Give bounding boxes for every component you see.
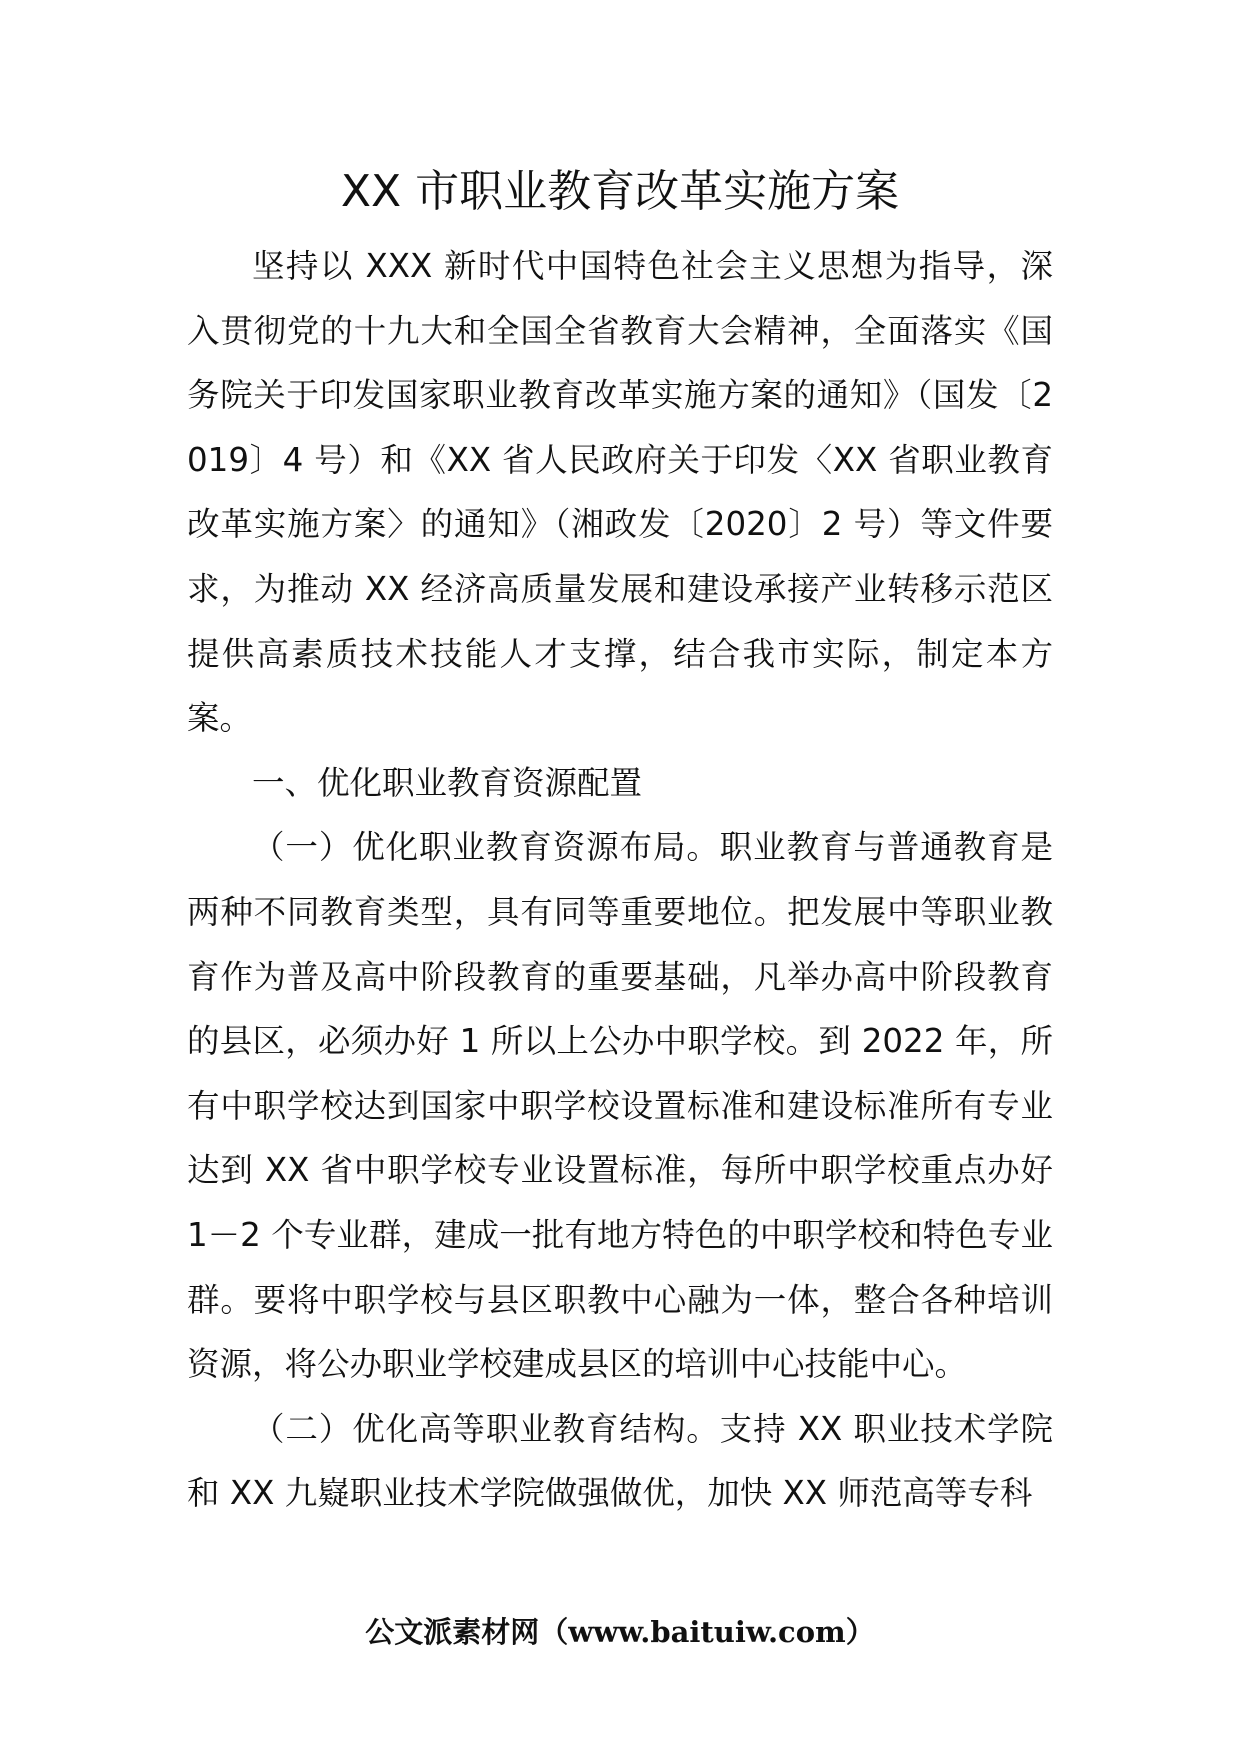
section-heading: 一、优化职业教育资源配置 [252,763,643,802]
section-paragraph-2: （二）优化高等职业教育结构。支持 XX 职业技术学院和 XX 九嶷职业技术学院做强做优，加快 XX 师范高等专科 [187,1409,1053,1513]
intro-paragraph: 坚持以 XXX 新时代中国特色社会主义思想为指导，深入贯彻党的十九大和全国全省教育大会精神，全面落实《国务院关于印发国家职业教育改革实施方案的通知》（国发〔2019〕4 号）和《XX 省人民政府关于印发〈XX 省职业教育改革实施方案〉的通知》（湘政发〔2020〕2 号）等文件要求，为推动 XX 经济高质量发展和建设承接产业转移示范区提供高素质技术技能人才支撑，结合我市实际，制定本方案。 [187,247,1053,738]
document-body [187,234,1053,1526]
section-paragraph-1: （一）优化职业教育资源布局。职业教育与普通教育是两种不同教育类型，具有同等重要地位。把发展中等职业教育作为普及高中阶段教育的重要基础，凡举办高中阶段教育的县区，必须办好 1 所以上公办中职学校。到 2022 年，所有中职学校达到国家中职学校设置标准和建设标准所有专业达到 XX 省中职学校专业设置标准，每所中职学校重点办好 1－2 个专业群，建成一批有地方特色的中职学校和特色专业群。要将中职学校与县区职教中心融为一体，整合各种培训资源，将公办职业学校建成县区的培训中心技能中心。 [187,828,1053,1384]
footer-watermark: 公文派素材网（www.baituiw.com） [365,1615,875,1649]
document-title: XX 市职业教育改革实施方案 [340,166,900,217]
